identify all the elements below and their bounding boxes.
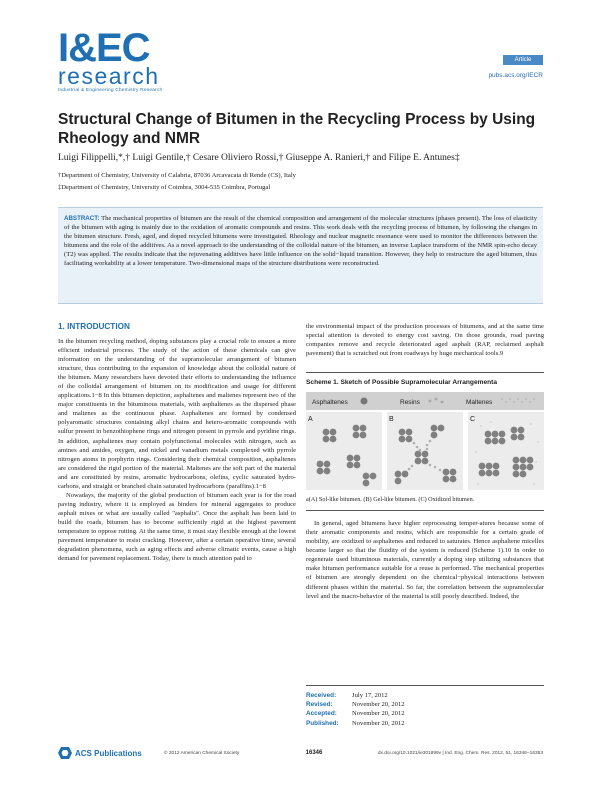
right-column [306, 322, 544, 601]
panel-b-label: B [389, 416, 394, 424]
copyright-notice: © 2012 American Chemical Society [164, 750, 240, 756]
date-value: November 20, 2012 [352, 710, 405, 718]
abstract-text: The mechanical properties of bitumen are the result of the chemical composition and arrangement of the molecular structures (phases present). The loss of elasticity of the bitumen with aging is mainly due to the oxidation of aromatic compounds and resins. This work deals with the recycling process of bitumen, by following the changes in the bitumen structure. Fresh, aged, and doped recycled bitumens were investigated. Rheology and nuclear magnetic resonance were used to monitor the differences between the bitumens and the role of the additives. As a novel approach to the understanding of the colloidal nature of the bitumen, an inverse Laplace transform of the NMR spin-echo decay (T2) was applied. The results indicate that the rejuvenating additives have little influence on the solid−liquid transition. However, they help to restructure the aged bitumen, thus facilitating workability at a lower temperature. Two-dimensional maps of the structure distributions were reconstructed. [64, 215, 537, 268]
article-title: Structural Change of Bitumen in the Recycling Process by Using Rheology and NMR [58, 111, 536, 147]
right-paragraph-2: In general, aged bitumens have higher reprocessing temper-atures because some of their aromatic components and resins, which are responsible for a certain grade of mobility, are oxidized to asphaltenes and reduced to saturates. Hence asphaltene micelles became larger so that the fluidity of the system is reduced (Scheme 1).10 In order to regenerate used bituminous materials, currently a doping step utilizing substances that make bitumen performance suitable for a reuse is performed. The mechanical properties of bitumen are strongly dependent on the chemical−physical interactions between different phases within the material. So far, the correlation between the supramolecular level and the macro-behavior of the material is still poorly described. Indeed, the [306, 520, 544, 600]
intro-paragraph-1: In the bitumen recycling method, doping substances play a crucial role to ensure a more efficient industrial process. The study of the action of these chemicals can give information on the understanding of the supramolecular arrangement of bitumen structure, thus contributing to the expansion of knowledge about the colloidal nature of the bitumen. Many researchers have devoted their efforts to understanding the influence of the colloidal arrangement of bitumen on its modification and usage for different applications.1−8 In this bitumen depiction, asphaltenes and maltenes represent two of the major constituents in the bituminous materials, with asphaltenes as the dispersed phase and maltenes as the continuous phase. Asphaltenes are formed by condensed polyaromatic structures containing alkyl chains and hetero-aromatic compounds with sulfur present in benzothiophene rings and nitrogen present in pyrrole and pyridine rings. In addition, asphaltenes may contain polyfunctional molecules with nitrogen, such as amines and amides, oxygen, and nickel and vanadium metals complexed with pyrrole nitrogen atoms in porphyrin rings. Considering their chemical composition, asphaltenes are considered the rigid portion of the material. Maltenes are the soft part of the material and are constituted by resins, aromatic hydrocarbons, olefins, cyclic saturated hydro-carbons, and straight or branched chain saturated hydrocarbons (paraffins).1−8 [58, 338, 296, 490]
legend-asphaltenes: Asphaltenes [312, 399, 348, 407]
legend-asphaltene-dot [361, 398, 368, 405]
date-label: Received: [306, 692, 337, 699]
date-label: Revised: [306, 701, 333, 709]
article-dates [306, 685, 544, 728]
left-column [58, 322, 296, 563]
author-list: Luigi Filippelli,*,† Luigi Gentile,† Cesare Oliviero Rossi,† Giuseppe A. Ranieri,† and Filipe E. Antunes‡ [58, 153, 460, 163]
date-label: Accepted: [306, 710, 337, 718]
abstract-box [58, 207, 543, 304]
date-row-received [306, 691, 544, 700]
page-number: 16346 [305, 750, 323, 756]
date-value: November 20, 2012 [352, 719, 405, 727]
scheme-svg [306, 392, 544, 492]
logo-tagline: Industrial & Engineering Chemistry Research [58, 88, 163, 93]
date-label: Published: [306, 719, 339, 727]
abstract-label: ABSTRACT: [64, 215, 100, 222]
publisher-name: ACS Publications [75, 748, 142, 758]
date-row-revised [306, 700, 544, 709]
logo-sub-text: research [58, 63, 160, 89]
scheme-caption: a(A) Sol-like bitumen. (B) Gel-like bitumen. (C) Oxidized bitumen. [306, 496, 544, 511]
article-type-badge: Article [503, 55, 543, 65]
page-footer [58, 746, 543, 760]
date-value: July 17, 2012 [352, 692, 388, 699]
logo-main-text: I&EC [58, 26, 150, 70]
date-row-accepted [306, 709, 544, 718]
panel-c-label: C [470, 416, 476, 424]
date-value: November 20, 2012 [352, 701, 405, 709]
legend-maltenes: Maltenes [466, 399, 493, 407]
scheme-figure [306, 392, 544, 492]
intro-paragraph-2: Nowadays, the majority of the global production of bitumen each year is for the road paving industry, where it is employed as binders for mineral aggregates to produce asphalt mixes or what are usually called "asphalts". Once the asphalt has been laid to build the roads, bitumen has to become sufficiently rigid at the highest pavement temperature to oppose rutting. At the same time, it must stay flexible enough at the lowest pavement temperature to resist cracking. However, after a certain operative time, several degradation phenomena, such as aging effects and adverse climatic events, cause a high demand for pavement replacement. Today, there is much attention paid to [58, 491, 296, 563]
acs-hexagon-icon [58, 747, 72, 759]
acs-publications-logo [58, 747, 158, 759]
date-row-published [306, 719, 544, 728]
affiliation-2: ‡Department of Chemistry, University of Coimbra, 3004-535 Coimbra, Portugal [58, 184, 271, 191]
section-heading-introduction: 1. INTRODUCTION [58, 322, 130, 331]
journal-url-link[interactable]: pubs.acs.org/IECR [488, 72, 543, 79]
panel-c [468, 412, 544, 490]
panel-a-label: A [308, 416, 313, 424]
legend-resins: Resins [400, 399, 420, 407]
scheme-title: Scheme 1. Sketch of Possible Supramolecular Arrangementa [306, 372, 544, 387]
doi-citation[interactable]: dx.doi.org/10.1021/ie301899v | Ind. Eng. Chem. Res. 2012, 51, 16346−16353 [377, 750, 543, 756]
journal-logo [58, 26, 228, 93]
affiliation-1: †Department of Chemistry, University of Calabria, 87036 Arcavacata di Rende (CS), Italy [58, 172, 296, 179]
right-paragraph-1: the environmental impact of the production processes of bitumens, and at the same time special attention is devoted to energy cost saving. On those grounds, road paving companies remove and recycle deteriorated aged asphalt (RAP, reclaimed asphalt pavement) that is scratched out from roadways by huge mechanical tools.9 [306, 323, 544, 358]
